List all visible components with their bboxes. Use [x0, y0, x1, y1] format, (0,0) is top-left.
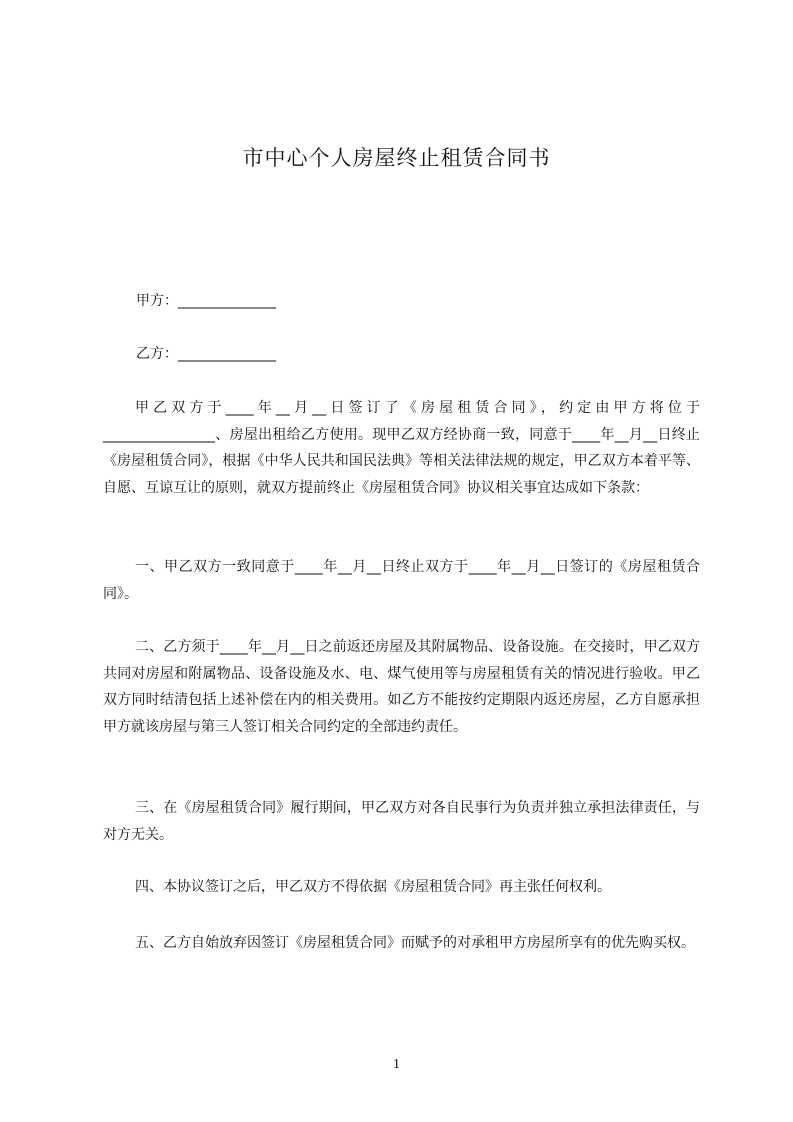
party-a-label: 甲方：: [136, 293, 178, 309]
clause-1: 一、甲乙双方一致同意于____年__月__日终止双方于____年__月__日签订的《房屋租赁合同》。: [103, 559, 700, 602]
party-a-blank: ______________: [178, 293, 276, 309]
clause-5: 五、乙方自始放弃因签订《房屋租赁合同》而赋予的对承租甲方房屋所享有的优先购买权。: [135, 935, 695, 951]
party-b-line: [136, 344, 276, 364]
document-title: 市中心个人房屋终止租赁合同书: [242, 146, 551, 170]
party-a-line: [136, 291, 276, 311]
clause-3: 三、在《房屋租赁合同》履行期间，甲乙双方对各自民事行为负责并独立承担法律责任，与对方无关。: [103, 800, 700, 843]
intro-paragraph: 甲乙双方于____年__月__日签订了《房屋租赁合同》，约定由甲方将位于________________、房屋出租给乙方使用。现甲乙双方经协商一致，同意于____年__月__日终止《房屋租赁合同》，根据《中华人民共和国民法典》等相关法律法规的规定，甲乙双方本着平等、自愿、互谅互让的原则，就双方提前终止《房屋租赁合同》协议相关事宜达成如下条款：: [103, 400, 700, 496]
clause-2: 二、乙方须于____年__月__日之前返还房屋及其附属物品、设备设施。在交接时，甲乙双方共同对房屋和附属物品、设备设施及水、电、煤气使用等与房屋租赁有关的情况进行验收。甲乙双方同时结清包括上述补偿在内的相关费用。如乙方不能按约定期限内返还房屋，乙方自愿承担甲方就该房屋与第三人签订相关合同约定的全部违约责任。: [103, 639, 700, 735]
party-b-blank: ______________: [178, 346, 276, 362]
clause-4: 四、本协议签订之后，甲乙双方不得依据《房屋租赁合同》再主张任何权利。: [135, 879, 611, 895]
party-b-label: 乙方：: [136, 346, 178, 362]
page-number: 1: [393, 1057, 400, 1072]
